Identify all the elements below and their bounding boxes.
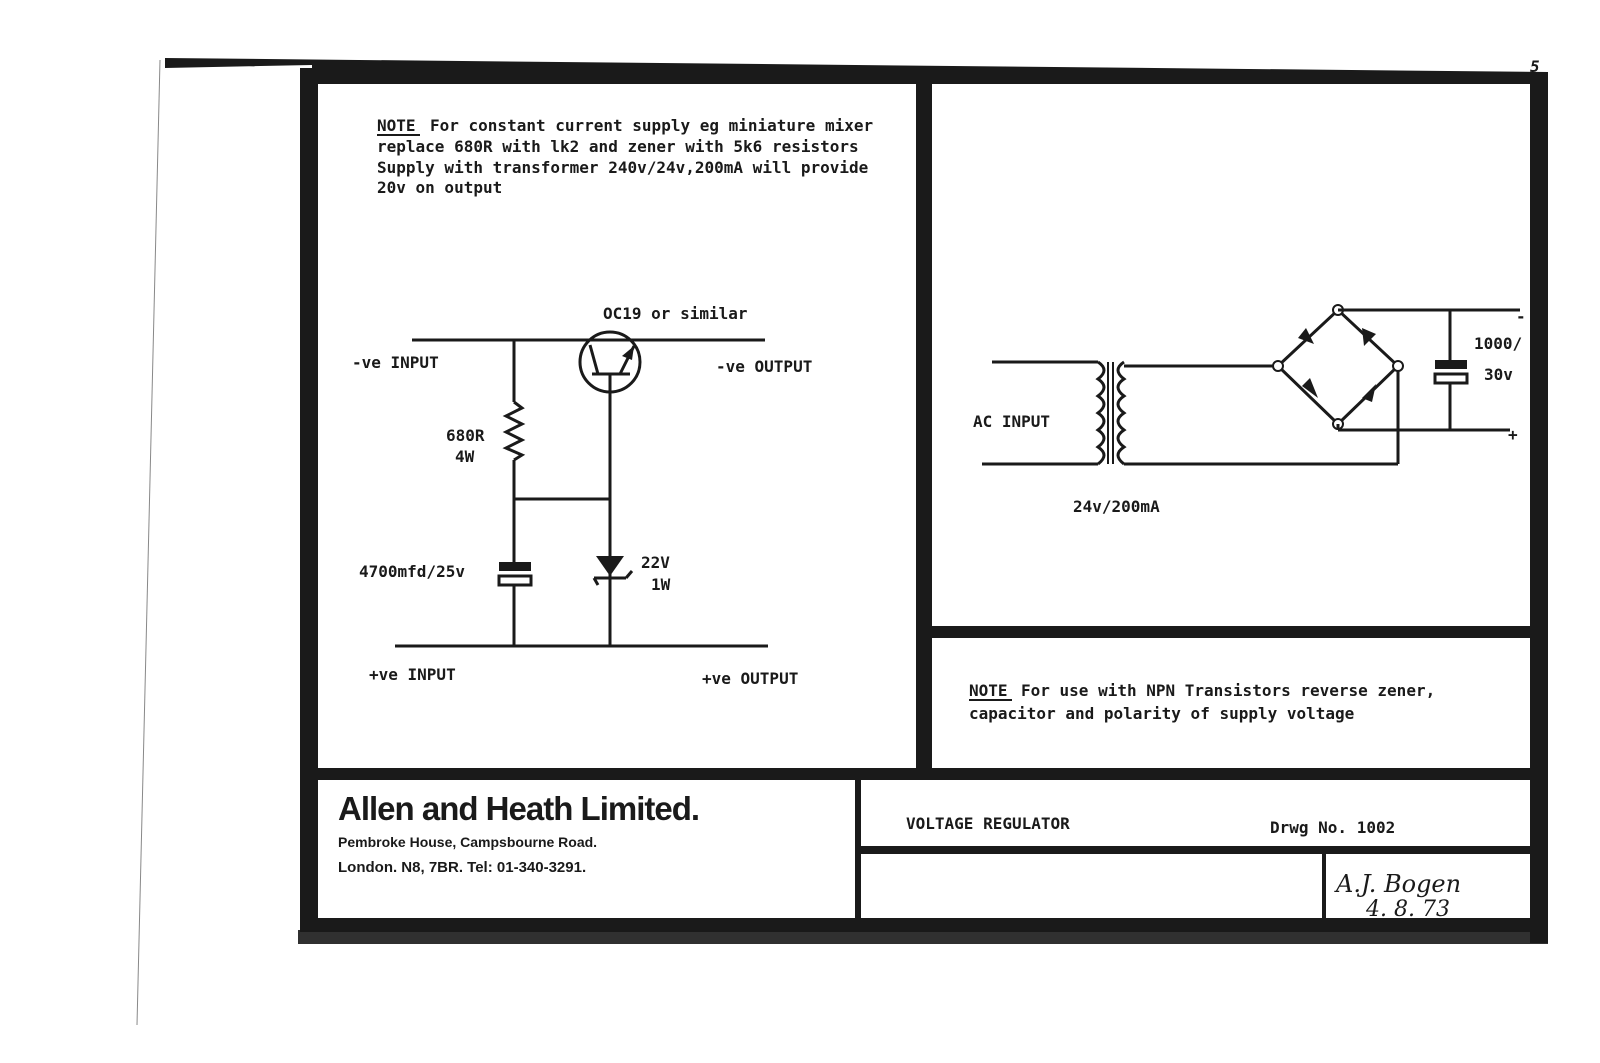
transistor-label: OC19 or similar [603,304,748,323]
pos-output-label: +ve OUTPUT [702,669,799,688]
title-block [338,790,1461,922]
company-address-2: London. N8, 7BR. Tel: 01-340-3291. [338,859,587,876]
ac-input-label: AC INPUT [973,412,1051,431]
company-name: Allen and Heath Limited. [338,790,700,827]
capacitor-symbol [499,562,531,585]
right-note-line-1: For use with NPN Transistors reverse zener, [1021,681,1436,700]
left-note-line-2: replace 680R with lk2 and zener with 5k6 resistors [377,137,859,156]
resistor-symbol [506,402,522,460]
plus-terminal-label: + [1508,425,1518,444]
resistor-value-label: 680R [446,426,485,445]
left-note [377,116,873,197]
regulator-schematic [352,304,812,688]
company-address-1: Pembroke House, Campsbourne Road. [338,834,598,850]
pos-input-label: +ve INPUT [369,665,456,684]
page-number: 5 [1530,57,1540,76]
signature: A.J. Bogen [1336,870,1462,898]
left-note-line-3: Supply with transformer 240v/24v,200mA will provide [377,158,869,177]
capacitor-label: 4700mfd/25v [359,562,465,581]
left-note-keyword: NOTE [377,116,416,135]
transformer-symbol [1098,362,1124,464]
cap-voltage-label: 30v [1484,365,1513,384]
drawing-title: VOLTAGE REGULATOR [906,814,1070,833]
right-note-keyword: NOTE [969,681,1008,700]
bridge-rectifier [1273,305,1403,429]
left-note-line-4: 20v on output [377,178,503,197]
zener-voltage-label: 22V [641,553,670,572]
resistor-power-label: 4W [455,447,475,466]
minus-terminal-label: - [1516,307,1526,326]
zener-power-label: 1W [651,575,671,594]
paper-edge [137,60,160,1025]
neg-output-label: -ve OUTPUT [716,357,813,376]
neg-input-label: -ve INPUT [352,353,439,372]
right-note-line-2: capacitor and polarity of supply voltage [969,704,1355,723]
left-note-line-1: For constant current supply eg miniature mixer [430,116,874,135]
cap-value-label: 1000/ [1474,334,1523,353]
output-capacitor-symbol [1435,310,1467,430]
signature-date: 4. 8. 73 [1366,897,1450,922]
zener-diode-symbol [594,556,632,585]
right-note [969,681,1435,723]
transformer-label: 24v/200mA [1073,497,1160,516]
rectifier-schematic [973,305,1526,516]
drawing-number: Drwg No. 1002 [1270,818,1396,837]
